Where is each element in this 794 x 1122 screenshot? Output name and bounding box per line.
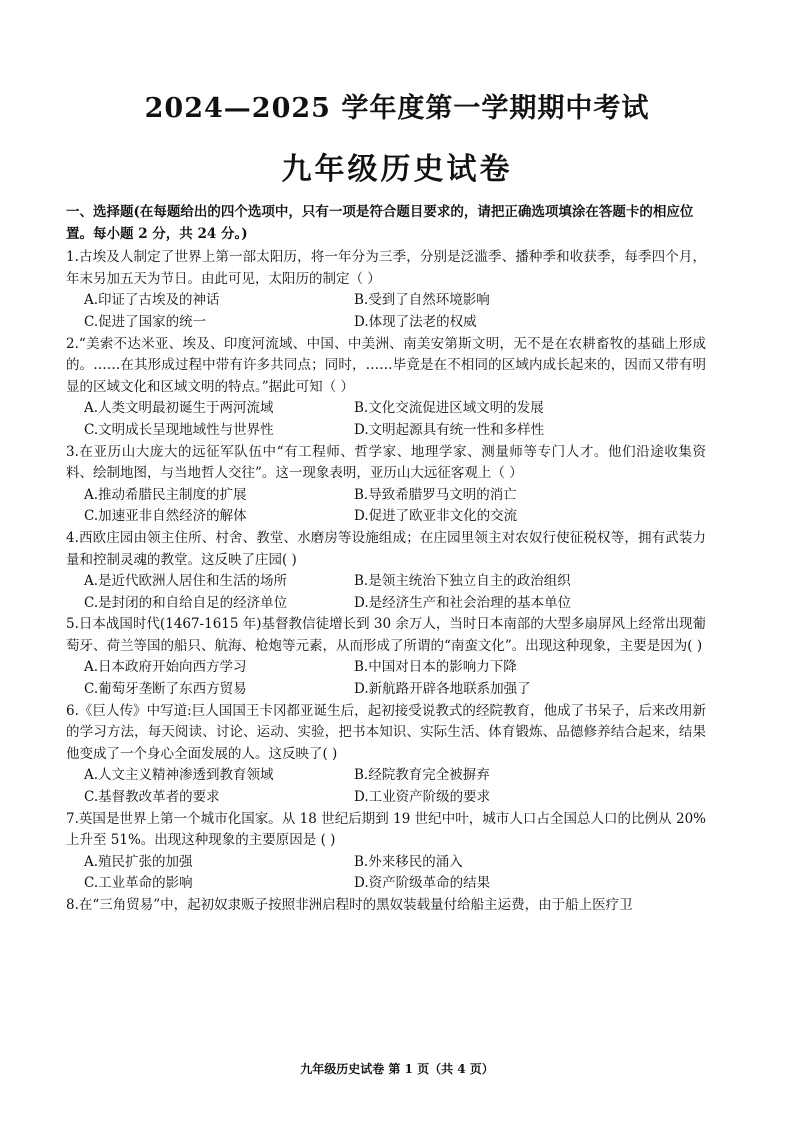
- question-area: [66, 202, 706, 917]
- question-stem: 7.英国是世界上第一个城市化国家。从 18 世纪后期到 19 世纪中叶，城市人口占全国总人口的比例从 20%上升至 51%。出现这种现象的主要原因是 ( ): [66, 810, 706, 849]
- question-stem: 4.西欧庄园由领主住所、村舍、教堂、水磨房等设施组成；在庄园里领主对农奴行使征税权等，拥有武装力量和控制灵魂的教堂。这反映了庄园( ): [66, 529, 706, 568]
- options: [66, 571, 706, 614]
- option-c: C.葡萄牙垄断了东西方贸易: [84, 681, 247, 698]
- section-heading: 一、选择题(在每题给出的四个选项中，只有一项是符合题目要求的，请把正确选项填涂在答题卡的相应位置。每小题 2 分，共 24 分。): [66, 204, 694, 242]
- question-7: [66, 809, 706, 895]
- option-d: D.资产阶级革命的结果: [354, 875, 491, 892]
- option-a: A.印证了古埃及的神话: [84, 292, 220, 309]
- option-b: B.中国对日本的影响力下降: [354, 659, 517, 676]
- options: [66, 485, 706, 528]
- option-c: C.是封闭的和自给自足的经济单位: [84, 594, 288, 611]
- option-a: A.是近代欧洲人居住和生活的场所: [84, 573, 288, 590]
- option-b: B.受到了自然环境影响: [354, 292, 490, 309]
- option-b: B.文化交流促进区域文明的发展: [354, 400, 544, 417]
- question-stem: 6.《巨人传》中写道:巨人国国王卡冈都亚诞生后，起初接受说教式的经院教育，他成了书呆子，后来改用新的学习方法，每天阅读、讨论、运动、实验，把书本知识、实际生活、体育锻炼、品德修养结合起来，结果他变成了一个身心全面发展的人。这反映了( ): [66, 702, 706, 762]
- option-d: D.促进了欧亚非文化的交流: [354, 508, 518, 525]
- question-2: [66, 334, 706, 442]
- option-d: D.文明起源具有统一性和多样性: [354, 421, 545, 438]
- question-4: [66, 528, 706, 614]
- page-footer: 九年级历史试卷 第 1 页（共 4 页）: [300, 1062, 494, 1076]
- option-a: A.人文主义精神渗透到教育领域: [84, 767, 274, 784]
- options: [66, 290, 706, 333]
- option-c: C.加速亚非自然经济的解体: [84, 508, 247, 525]
- option-a: A.殖民扩张的加强: [84, 853, 193, 870]
- exam-title: 2024—2025 学年度第一学期期中考试: [144, 93, 650, 124]
- option-c: C.工业革命的影响: [84, 875, 193, 892]
- question-stem: 2.“美索不达米亚、埃及、印度河流域、中国、中美洲、南美安第斯文明，无不是在农耕畜牧的基础上形成的。……在其形成过程中带有许多共同点；同时，……毕竟是在不相同的区域内成长起来的，因而又带有明显的区域文化和区域文明的特点。”据此可知（ ）: [66, 335, 706, 395]
- option-d: D.新航路开辟各地联系加强了: [354, 681, 531, 698]
- option-d: D.工业资产阶级的要求: [354, 789, 491, 806]
- exam-subtitle: 九年级历史试卷: [281, 152, 513, 187]
- option-c: C.促进了国家的统一: [84, 313, 207, 330]
- option-d: D.是经济生产和社会治理的基本单位: [354, 594, 572, 611]
- option-c: C.基督教改革者的要求: [84, 789, 220, 806]
- question-stem: 8.在“三角贸易”中，起初奴隶贩子按照非洲启程时的黑奴装载量付给船主运费，由于船上医疗卫: [66, 897, 633, 913]
- option-a: A.日本政府开始向西方学习: [84, 659, 247, 676]
- option-a: A.推动希腊民主制度的扩展: [84, 486, 247, 503]
- question-1: [66, 247, 706, 333]
- option-b: B.导致希腊罗马文明的消亡: [354, 486, 517, 503]
- question-stem: 3.在亚历山大庞大的远征军队伍中“有工程师、哲学家、地理学家、测量师等专门人才。他们沿途收集资料、绘制地图，与当地哲人交往”。这一现象表明，亚历山大远征客观上（ ）: [66, 443, 706, 482]
- option-d: D.体现了法老的权威: [354, 313, 477, 330]
- question-6: [66, 701, 706, 809]
- question-8: [66, 895, 706, 917]
- question-stem: 5.日本战国时代(1467-1615 年)基督教信徒增长到 30 余万人，当时日本南部的大型多扇屏风上经常出现葡萄牙、荷兰等国的船只、航海、枪炮等元素，从而形成了所谓的“南蛮文化”。出现这种现象，主要是因为( ): [66, 616, 706, 654]
- option-b: B.经院教育完全被摒弃: [354, 767, 490, 784]
- options: [66, 657, 706, 700]
- options: [66, 852, 706, 895]
- option-b: B.是领主统治下独立自主的政治组织: [354, 573, 571, 590]
- option-b: B.外来移民的涌入: [354, 853, 463, 870]
- options: [66, 765, 706, 808]
- option-c: C.文明成长呈现地域性与世界性: [84, 421, 274, 438]
- question-5: [66, 614, 706, 700]
- question-stem: 1.古埃及人制定了世界上第一部太阳历，将一年分为三季，分别是泛滥季、播种季和收获季，每季四个月，年末另加五天为节日。由此可见，太阳历的制定（ ）: [66, 249, 706, 287]
- question-3: [66, 442, 706, 528]
- options: [66, 398, 706, 441]
- option-a: A.人类文明最初诞生于两河流域: [84, 400, 274, 417]
